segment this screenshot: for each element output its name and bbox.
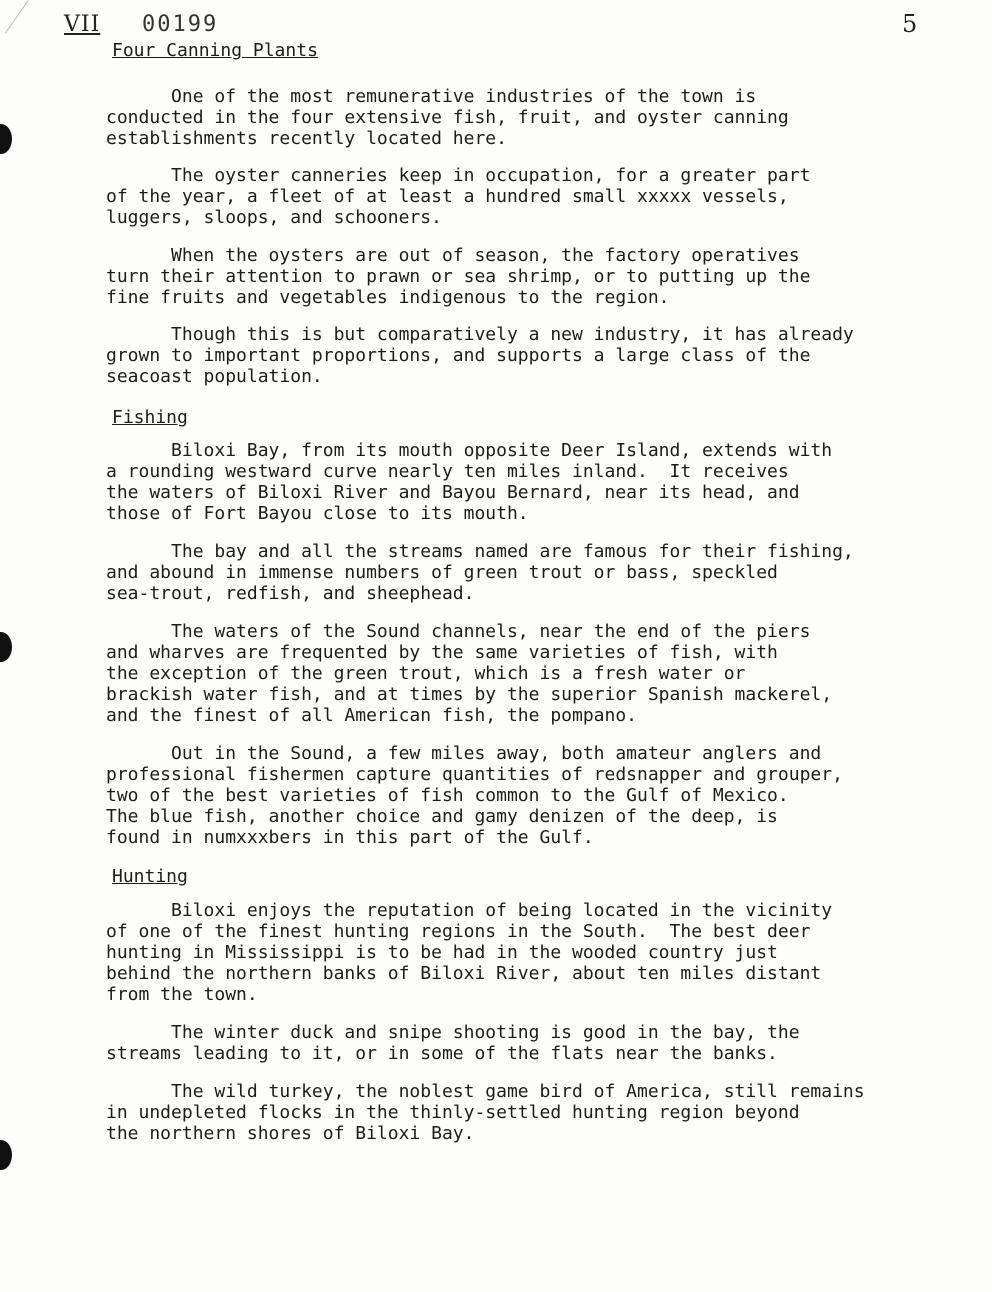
paragraph: The bay and all the streams named are famous for their fishing, and abound in immense numbers of green trout or bass, speckled sea-trout, redfish, and sheephead. bbox=[106, 541, 854, 604]
paragraph: The wild turkey, the noblest game bird of America, still remains in undepleted flocks in the thinly-settled hunting region beyond the northern shores of Biloxi Bay. bbox=[106, 1081, 865, 1144]
section-hunting bbox=[106, 866, 952, 1144]
document-body bbox=[106, 40, 952, 1144]
punch-hole bbox=[0, 1140, 12, 1170]
punch-hole bbox=[0, 124, 12, 154]
paragraph: One of the most remunerative industries of the town is conducted in the four extensive fish, fruit, and oyster canning establishments recently located here. bbox=[106, 86, 789, 149]
paragraph: The winter duck and snipe shooting is good in the bay, the streams leading to it, or in some of the flats near the banks. bbox=[106, 1022, 800, 1064]
paragraph: Out in the Sound, a few miles away, both amateur anglers and professional fishermen capture quantities of redsnapper and grouper, two of the best varieties of fish common to the Gulf of Mexico. The blue fish, another choice and gamy denizen of the deep, is found in numxxxbers in this part of the Gulf. bbox=[106, 743, 843, 848]
archive-mark: VII bbox=[64, 12, 101, 37]
archive-number: 00199 bbox=[142, 12, 219, 37]
section-heading: Hunting bbox=[112, 866, 188, 887]
section-heading: Four Canning Plants bbox=[112, 40, 318, 61]
page-number: 5 bbox=[902, 10, 918, 38]
paragraph: Biloxi Bay, from its mouth opposite Deer Island, extends with a rounding westward curve nearly ten miles inland. It receives the waters of Biloxi River and Bayou Bernard, near its head, and those of Fort Bayou close to its mouth. bbox=[106, 440, 833, 524]
paragraph: The waters of the Sound channels, near the end of the piers and wharves are frequented by the same varieties of fish, with the exception of the green trout, which is a fresh water or brackish water fish, and at times by the superior Spanish mackerel, and the finest of all American fish, the pompano. bbox=[106, 621, 833, 726]
section-heading: Fishing bbox=[112, 407, 188, 428]
paragraph: The oyster canneries keep in occupation, for a greater part of the year, a fleet of at least a hundred small xxxxx vessels, luggers, sloops, and schooners. bbox=[106, 165, 811, 228]
punch-hole bbox=[0, 632, 12, 662]
section-canning bbox=[106, 40, 952, 387]
paragraph: Biloxi enjoys the reputation of being located in the vicinity of one of the finest hunting regions in the South. The best deer hunting in Mississippi is to be had in the wooded country just behind the northern banks of Biloxi River, about ten miles distant from the town. bbox=[106, 900, 833, 1005]
paragraph: Though this is but comparatively a new industry, it has already grown to important proportions, and supports a large class of the seacoast population. bbox=[106, 324, 854, 387]
section-fishing bbox=[106, 407, 952, 848]
paragraph: When the oysters are out of season, the factory operatives turn their attention to prawn or sea shrimp, or to putting up the fine fruits and vegetables indigenous to the region. bbox=[106, 245, 811, 308]
corner-pencil-mark bbox=[5, 0, 53, 51]
